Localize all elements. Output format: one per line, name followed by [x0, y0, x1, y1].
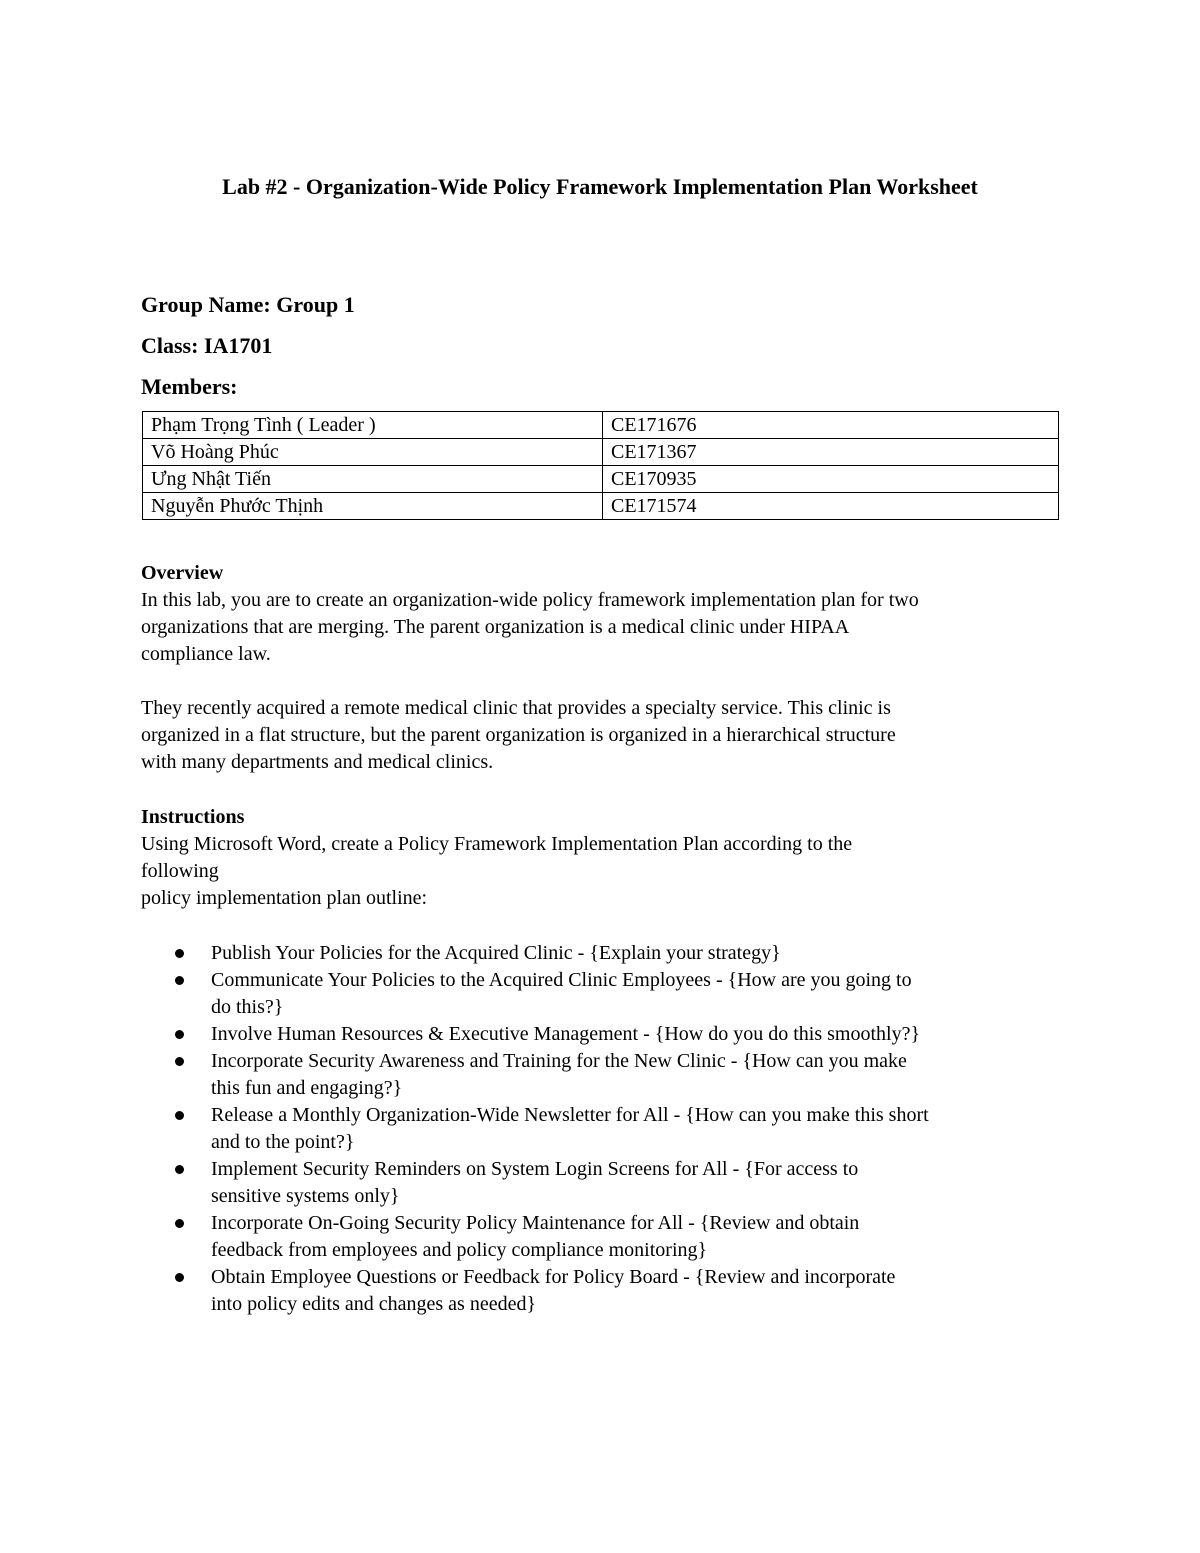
- member-name-cell: Võ Hoàng Phúc: [143, 439, 603, 466]
- text-line: policy implementation plan outline:: [141, 887, 428, 909]
- table-row: [143, 466, 1059, 493]
- list-item: [141, 1210, 1066, 1264]
- list-item: [141, 1156, 1066, 1210]
- instructions-heading: Instructions: [141, 806, 245, 828]
- text-line: following: [141, 860, 219, 882]
- list-item: [141, 1264, 1066, 1318]
- members-table: [142, 411, 1059, 520]
- bullet-icon: [175, 1219, 184, 1228]
- text-line: Obtain Employee Questions or Feedback for Policy Board - {Review and incorporate: [211, 1266, 896, 1288]
- text-line: Incorporate Security Awareness and Training for the New Clinic - {How can you make: [211, 1050, 907, 1072]
- list-item: [141, 967, 1066, 1021]
- group-name: Group Name: Group 1: [141, 292, 355, 317]
- member-id-cell: CE171676: [603, 412, 1059, 439]
- member-name-cell: Phạm Trọng Tình ( Leader ): [143, 412, 603, 439]
- outline-bullet-list: [141, 940, 1066, 1318]
- text-line: Implement Security Reminders on System Login Screens for All - {For access to: [211, 1158, 859, 1180]
- instructions-section: [141, 804, 1071, 912]
- member-id-cell: CE170935: [603, 466, 1059, 493]
- text-line: Release a Monthly Organization-Wide Newsletter for All - {How can you make this short: [211, 1104, 929, 1126]
- overview-section: [141, 560, 1071, 776]
- bullet-icon: [175, 949, 184, 958]
- table-row: [143, 439, 1059, 466]
- text-line: feedback from employees and policy compliance monitoring}: [211, 1239, 708, 1261]
- overview-paragraph-2: [141, 695, 1071, 776]
- text-line: Involve Human Resources & Executive Management - {How do you do this smoothly?}: [211, 1023, 921, 1045]
- class-name: Class: IA1701: [141, 333, 273, 358]
- overview-heading: Overview: [141, 562, 224, 584]
- list-item: [141, 1102, 1066, 1156]
- text-line: organizations that are merging. The parent organization is a medical clinic under HIPAA: [141, 616, 850, 638]
- bullet-icon: [175, 1057, 184, 1066]
- text-line: and to the point?}: [211, 1131, 355, 1153]
- text-line: this fun and engaging?}: [211, 1077, 403, 1099]
- bullet-icon: [175, 976, 184, 985]
- list-item: [141, 1048, 1066, 1102]
- member-id-cell: CE171367: [603, 439, 1059, 466]
- document-title: Lab #2 - Organization-Wide Policy Framework Implementation Plan Worksheet: [222, 174, 978, 199]
- text-line: Incorporate On-Going Security Policy Maintenance for All - {Review and obtain: [211, 1212, 860, 1234]
- text-line: Publish Your Policies for the Acquired Clinic - {Explain your strategy}: [211, 942, 781, 964]
- member-name-cell: Nguyễn Phước Thịnh: [143, 493, 603, 520]
- text-line: compliance law.: [141, 643, 271, 665]
- member-name-cell: Ưng Nhật Tiến: [143, 466, 603, 493]
- text-line: Using Microsoft Word, create a Policy Framework Implementation Plan according to the: [141, 833, 853, 855]
- member-id-cell: CE171574: [603, 493, 1059, 520]
- overview-paragraph-1: [141, 587, 1071, 668]
- text-line: organized in a flat structure, but the parent organization is organized in a hierarchical structure: [141, 724, 896, 746]
- list-item: [141, 940, 1066, 967]
- text-line: with many departments and medical clinics.: [141, 751, 494, 773]
- members-label: Members:: [141, 374, 238, 399]
- bullet-icon: [175, 1165, 184, 1174]
- text-line: Communicate Your Policies to the Acquired Clinic Employees - {How are you going to: [211, 969, 912, 991]
- table-row: [143, 493, 1059, 520]
- bullet-icon: [175, 1111, 184, 1120]
- bullet-icon: [175, 1030, 184, 1039]
- text-line: sensitive systems only}: [211, 1185, 400, 1207]
- text-line: into policy edits and changes as needed}: [211, 1293, 537, 1315]
- table-row: [143, 412, 1059, 439]
- text-line: do this?}: [211, 996, 284, 1018]
- text-line: In this lab, you are to create an organization-wide policy framework implementation plan for two: [141, 589, 919, 611]
- list-item: [141, 1021, 1066, 1048]
- bullet-icon: [175, 1273, 184, 1282]
- text-line: They recently acquired a remote medical clinic that provides a specialty service. This clinic is: [141, 697, 891, 719]
- instructions-paragraph: [141, 831, 1071, 912]
